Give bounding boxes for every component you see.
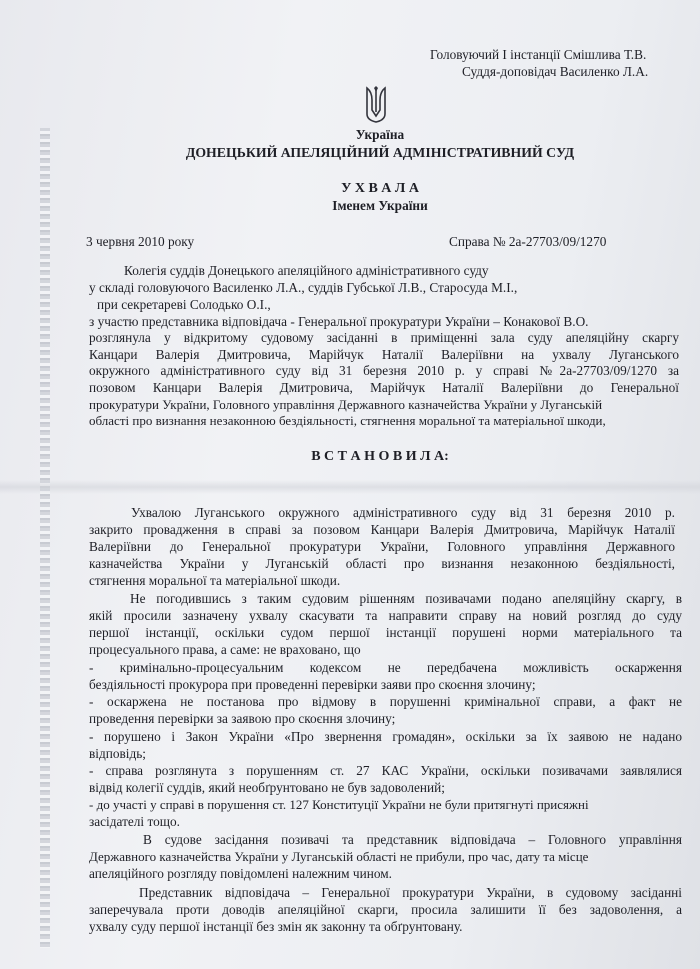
- intro-line: з участю представника відповідача - Генеральної прокуратури України – Конакової В.О.: [89, 314, 589, 329]
- body-line: бездіяльності прокурора при проведенні перевірки заяви про скоєння злочину;: [89, 677, 536, 692]
- body-line: Представник відповідача – Генеральної прокуратури України, в судовому засіданні: [139, 885, 682, 900]
- body-line: першої інстанції, оскільки судом першої інстанції порушені норми матеріального та: [89, 625, 682, 640]
- body-line: Не погодившись з таким судовим рішенням позивачами подано апеляційну скаргу, в: [130, 591, 682, 606]
- paper-fold-crease: [0, 480, 700, 494]
- document-subtitle: Іменем України: [332, 198, 428, 213]
- intro-line: Канцари Валерія Дмитровича, Марійчук Наталії Валеріївни на ухвалу Луганського: [89, 347, 679, 362]
- body-line: відвід колегії суддів, який необґрунтовано не був задоволений;: [89, 780, 445, 795]
- intro-line: при секретареві Солодько О.І.,: [97, 297, 271, 312]
- document-type: У Х В А Л А: [341, 181, 419, 196]
- body-line: процесуального права, а саме: не враховано, що: [89, 642, 361, 657]
- country-name: Україна: [355, 127, 405, 142]
- body-line: казначейства України у Луганській області про визнання незаконною бездіяльності,: [89, 556, 675, 571]
- body-line: стягнення моральної та матеріальної шкоди.: [89, 573, 341, 588]
- body-line: засідателі тощо.: [89, 814, 180, 829]
- body-line: Валеріївни до Генеральної прокуратури України, Головного управління Державного: [89, 539, 675, 554]
- established-heading: В С Т А Н О В И Л А:: [311, 449, 449, 464]
- body-line: ухвалу суду першої інстанції без змін як законну та обґрунтовану.: [89, 919, 463, 934]
- decision-date: 3 червня 2010 року: [86, 234, 195, 249]
- intro-line: розглянула у відкритому судовому засіданні в приміщенні зала суду апеляційну скаргу: [89, 330, 679, 345]
- intro-line: Колегія суддів Донецького апеляційного адміністративного суду: [124, 263, 489, 278]
- reporting-judge: Суддя-доповідач Василенко Л.А.: [462, 64, 649, 79]
- body-line: - справа розглянута з порушенням ст. 27 КАС України, оскільки позивачами заявлялися: [89, 763, 682, 778]
- intro-line: прокуратури України, Головного управління Державного казначейства України у Луганській: [89, 397, 603, 412]
- body-line: - порушено і Закон України «Про звернення громадян», оскільки за їх заявою не надано: [89, 729, 682, 744]
- body-line: проведення перевірки за заявою про скоєння злочину;: [89, 711, 396, 726]
- presiding-judge: Головуючий І інстанції Смішлива Т.В.: [430, 47, 647, 62]
- trident-emblem-icon: [364, 86, 388, 124]
- body-line: Ухвалою Луганського окружного адміністративного суду від 31 березня 2010 р.: [131, 505, 675, 520]
- intro-line: у складі головуючого Василенко Л.А., суддів Губської Л.В., Старосуда М.І.,: [89, 280, 518, 295]
- case-number: Справа № 2а-27703/09/1270: [449, 234, 607, 249]
- body-line: - до участі у справі в порушення ст. 127 Конституції України не були притягнуті присяжні: [89, 797, 589, 812]
- body-line: закрито провадження в справі за позовом Канцари Валерія Дмитровича, Марійчук Наталії: [89, 522, 675, 537]
- body-line: якій просили зазначену ухвалу скасувати та направити справу на новий розгляд до суду: [89, 608, 682, 623]
- body-line: апеляційного розгляду повідомлені належним чином.: [89, 866, 392, 881]
- body-line: - кримінально-процесуальним кодексом не передбачена можливість оскарження: [89, 660, 682, 675]
- body-line: відповідь;: [89, 746, 146, 761]
- body-line: Державного казначейства України у Луганській області не прибули, про час, дату та місце: [89, 849, 589, 864]
- body-line: заперечувала проти доводів апеляційної скарги, просила залишити її без задоволення, а: [89, 902, 682, 917]
- body-line: - оскаржена не постанова про відмову в порушенні кримінальної справи, а факт не: [89, 694, 682, 709]
- binding-string: [40, 128, 50, 948]
- court-name: ДОНЕЦЬКИЙ АПЕЛЯЦІЙНИЙ АДМІНІСТРАТИВНИЙ СУД: [185, 145, 575, 160]
- intro-line: області про визнання незаконною бездіяльності, стягнення моральної та матеріальної шкоди,: [89, 413, 606, 428]
- body-line: В судове засідання позивачі та представник відповідача – Головного управління: [143, 832, 682, 847]
- intro-line: окружного адміністративного суду від 31 березня 2010 р. у справі №2а-27703/09/1270 за: [89, 363, 679, 378]
- intro-line: позовом Канцари Валерія Дмитровича, Марійчук Наталії Валеріївни до Генеральної: [89, 380, 679, 395]
